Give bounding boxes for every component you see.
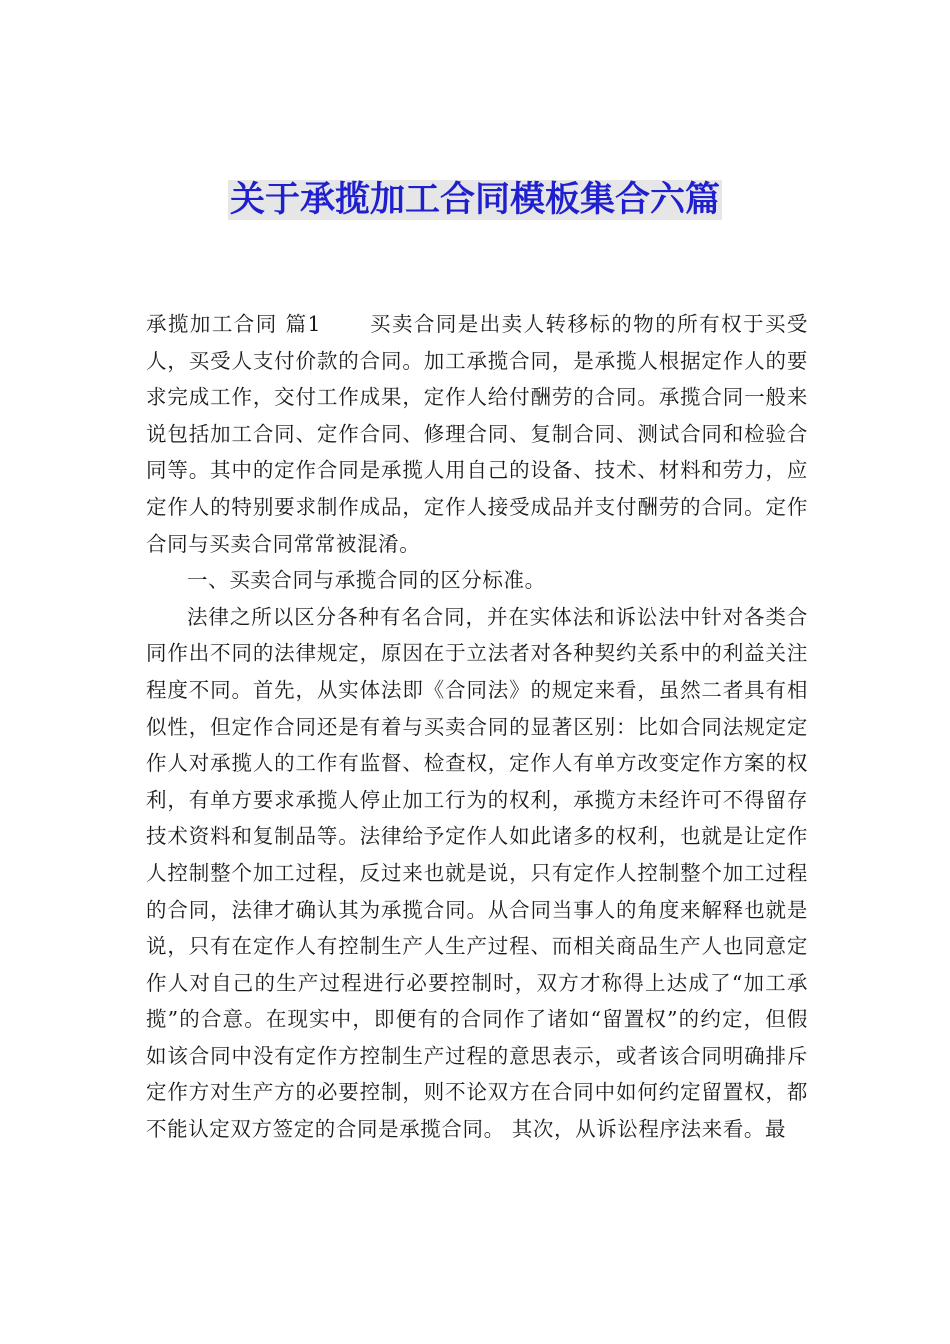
document-title-text: 关于承揽加工合同模板集合六篇 xyxy=(229,180,720,220)
paragraph-1 xyxy=(146,306,808,562)
paragraph-3: 法律之所以区分各种有名合同，并在实体法和诉讼法中针对各类合同作出不同的法律规定，原因在于立法者对各种契约关系中的利益关注程度不同。首先，从实体法即《合同法》的规定来看，虽然二者具有相似性，但定作合同还是有着与买卖合同的显著区别：比如合同法规定定作人对承揽人的工作有监督、检查权，定作人有单方改变定作方案的权利，有单方要求承揽人停止加工行为的权利，承揽方未经许可不得留存技术资料和复制品等。法律给予定作人如此诸多的权利，也就是让定作人控制整个加工过程，反过来也就是说，只有定作人控制整个加工过程的合同，法律才确认其为承揽合同。从合同当事人的角度来解释也就是说，只有在定作人有控制生产人生产过程、而相关商品生产人也同意定作人对自己的生产过程进行必要控制时，双方才称得上达成了“加工承揽”的合意。在现实中，即便有的合同作了诸如“留置权”的约定，但假如该合同中没有定作方控制生产过程的意思表示，或者该合同明确排斥定作方对生产方的必要控制，则不论双方在合同中如何约定留置权，都不能认定双方签定的合同是承揽合同。 其次，从诉讼程序法来看。最 xyxy=(146,604,808,1142)
section-label: 承揽加工合同 篇1 xyxy=(146,312,322,336)
document-body xyxy=(146,306,808,1148)
document-title xyxy=(0,176,950,224)
paragraph-1-text: 买卖合同是出卖人转移标的物的所有权于买受人，买受人支付价款的合同。加工承揽合同，是承揽人根据定作人的要求完成工作，交付工作成果，定作人给付酬劳的合同。承揽合同一般来说包括加工合同、定作合同、修理合同、复制合同、测试合同和检验合同等。其中的定作合同是承揽人用自己的设备、技术、材料和劳力，应定作人的特别要求制作成品，定作人接受成品并支付酬劳的合同。定作合同与买卖合同常常被混淆。 xyxy=(146,312,808,556)
paragraph-2: 一、买卖合同与承揽合同的区分标准。 xyxy=(187,568,546,593)
